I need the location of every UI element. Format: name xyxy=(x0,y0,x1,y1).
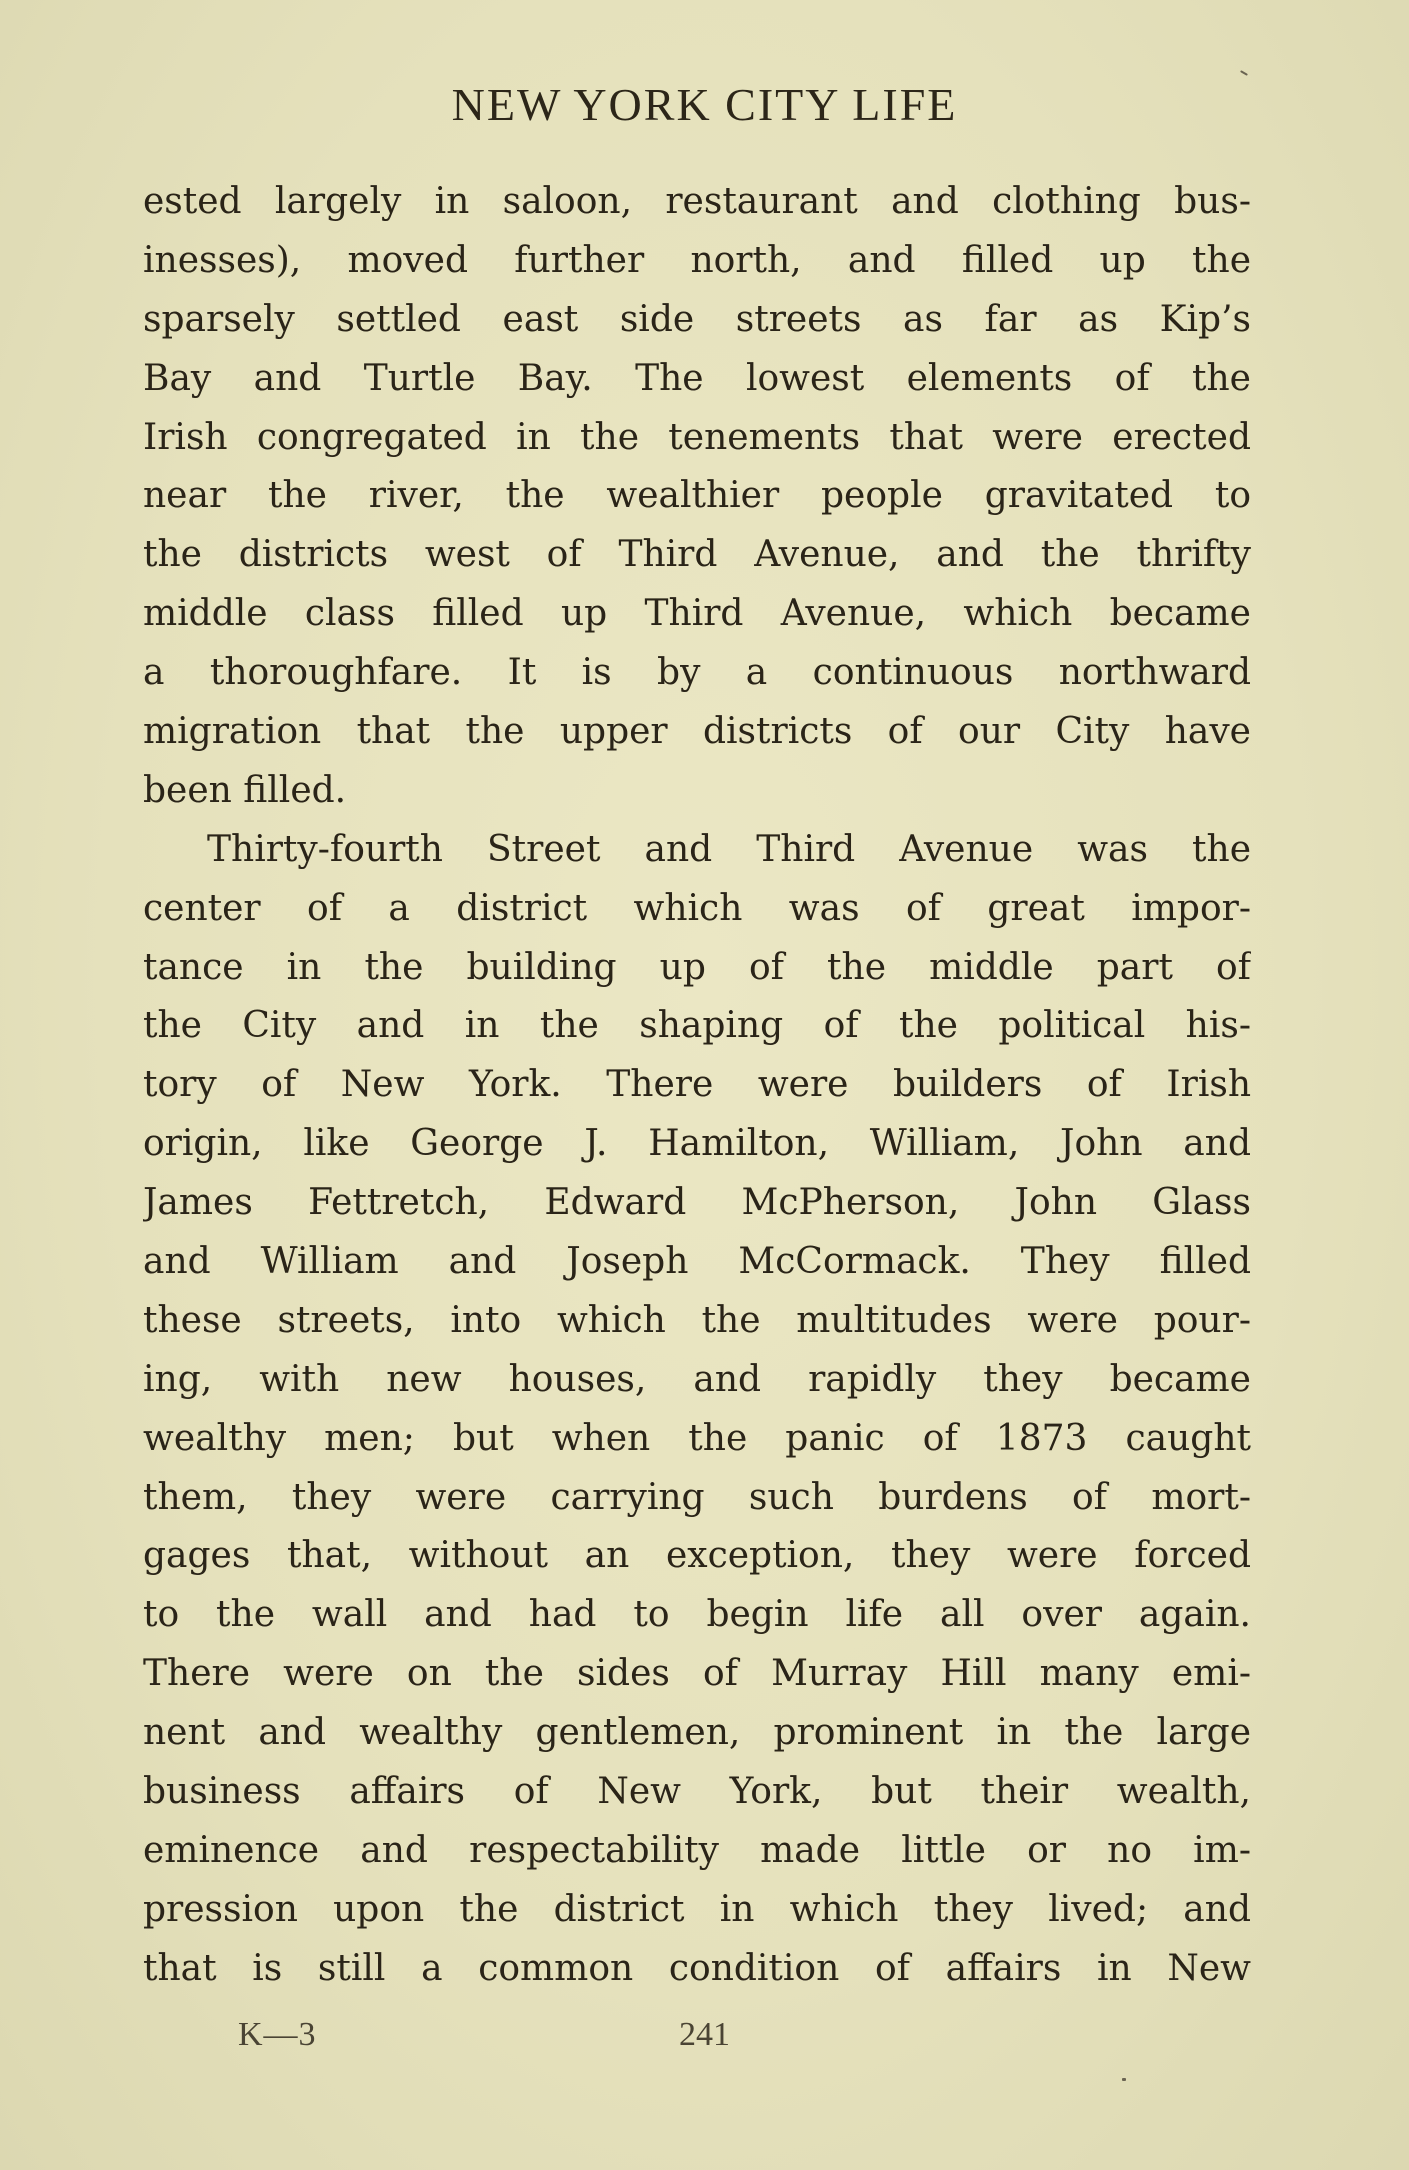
text-line: the districts west of Third Avenue, and the thrifty xyxy=(143,534,1251,576)
text-line: eminence and respectability made little or no im- xyxy=(143,1829,1251,1871)
text-line: sparsely settled east side streets as far as Kip’s xyxy=(143,298,1251,340)
text-line: them, they were carrying such burdens of mort- xyxy=(143,1476,1251,1518)
text-line: middle class filled up Third Avenue, which became xyxy=(143,593,1251,635)
text-line: a thoroughfare. It is by a continuous northward xyxy=(143,652,1251,694)
text-line: origin, like George J. Hamilton, William, John and xyxy=(143,1123,1251,1165)
text-line: ing, with new houses, and rapidly they became xyxy=(143,1358,1251,1400)
paper-speck xyxy=(1240,70,1248,76)
text-line: tance in the building up of the middle part of xyxy=(143,946,1251,988)
text-line: Bay and Turtle Bay. The lowest elements of the xyxy=(143,357,1251,399)
page-number: 241 xyxy=(679,2016,730,2053)
signature-mark: K—3 xyxy=(238,2016,317,2053)
text-line: tory of New York. There were builders of Irish xyxy=(143,1064,1251,1106)
text-line: migration that the upper districts of our City have xyxy=(143,711,1251,753)
text-line: wealthy men; but when the panic of 1873 caught xyxy=(143,1417,1251,1459)
text-line: and William and Joseph McCormack. They filled xyxy=(143,1241,1251,1283)
text-line: center of a district which was of great impor- xyxy=(143,887,1251,929)
text-line: James Fettretch, Edward McPherson, John Glass xyxy=(143,1182,1251,1224)
paragraph-start-line: Thirty-fourth Street and Third Avenue was the xyxy=(207,828,1251,870)
text-line: that is still a common condition of affairs in New xyxy=(143,1947,1251,1989)
text-line: inesses), moved further north, and filled up the xyxy=(143,239,1251,281)
text-line: business affairs of New York, but their wealth, xyxy=(143,1771,1251,1813)
text-line: near the river, the wealthier people gravitated to xyxy=(143,475,1251,517)
paper-speck xyxy=(1122,2078,1126,2081)
text-line: There were on the sides of Murray Hill many emi- xyxy=(143,1653,1251,1695)
text-line: Irish congregated in the tenements that were erected xyxy=(143,416,1251,458)
text-line: these streets, into which the multitudes were pour- xyxy=(143,1299,1251,1341)
text-line: pression upon the district in which they lived; and xyxy=(143,1888,1251,1930)
text-line: nent and wealthy gentlemen, prominent in the large xyxy=(143,1712,1251,1754)
text-line: the City and in the shaping of the political his- xyxy=(143,1005,1251,1047)
text-line: gages that, without an exception, they were forced xyxy=(143,1535,1251,1577)
body-text xyxy=(143,173,1251,1999)
running-title: NEW YORK CITY LIFE xyxy=(451,79,958,130)
text-line: ested largely in saloon, restaurant and clothing bus- xyxy=(143,181,1251,222)
text-line: to the wall and had to begin life all over again. xyxy=(143,1594,1251,1636)
paragraph-end-line: been filled. xyxy=(143,769,347,811)
